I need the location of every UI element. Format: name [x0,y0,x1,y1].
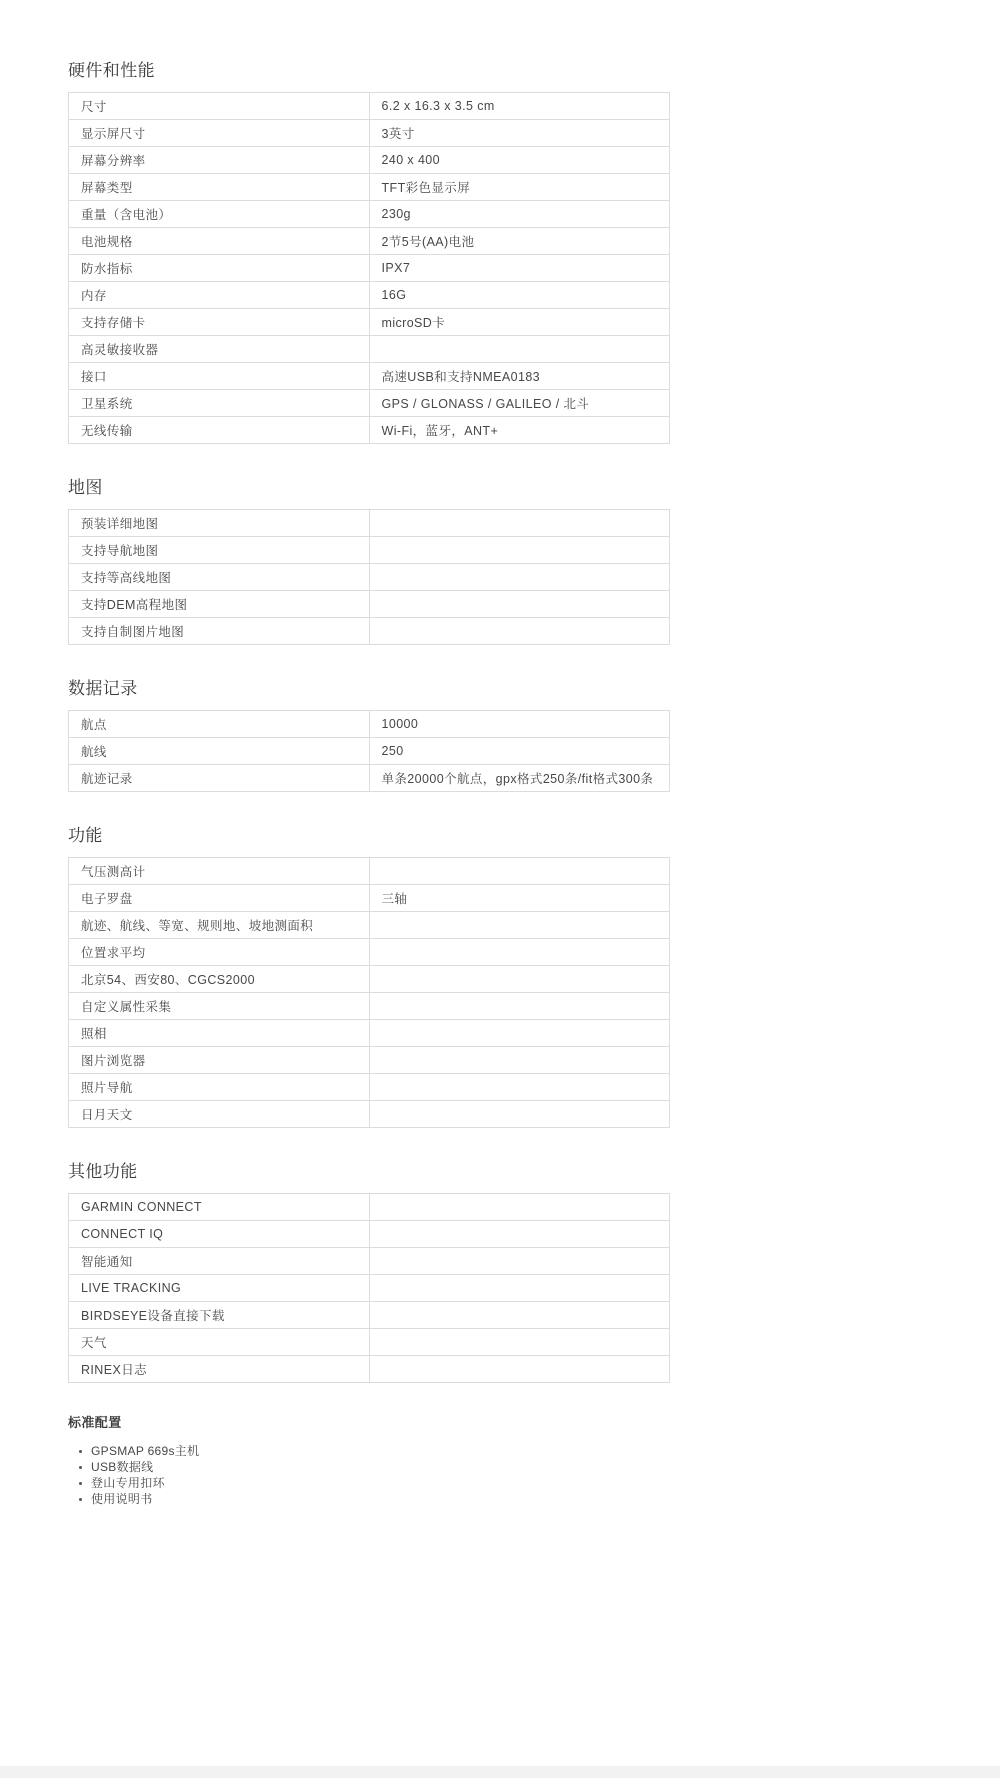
table-row [69,765,670,792]
table-row [69,885,670,912]
spec-table [68,710,670,792]
spec-value: 3英寸 [369,120,670,147]
spec-value: 240 x 400 [369,147,670,174]
spec-sections [68,56,670,1383]
table-row [69,858,670,885]
spec-label: 支持等高线地图 [69,564,370,591]
spec-value [369,618,670,645]
spec-value: 三轴 [369,885,670,912]
spec-value [369,1194,670,1221]
table-row [69,618,670,645]
package-section [68,1412,670,1507]
spec-label: 高灵敏接收器 [69,336,370,363]
spec-label: 防水指标 [69,255,370,282]
table-row [69,417,670,444]
table-row [69,390,670,417]
spec-label: CONNECT IQ [69,1221,370,1248]
spec-label: 航迹记录 [69,765,370,792]
spec-value [369,564,670,591]
spec-value [369,537,670,564]
spec-value: 单条20000个航点，gpx格式250条/fit格式300条 [369,765,670,792]
table-row [69,255,670,282]
spec-label: 尺寸 [69,93,370,120]
table-row [69,1194,670,1221]
spec-label: 航迹、航线、等宽、规则地、坡地测面积 [69,912,370,939]
table-row [69,939,670,966]
spec-value [369,1356,670,1383]
package-item: GPSMAP 669s主机 [78,1443,670,1459]
spec-label: 北京54、西安80、CGCS2000 [69,966,370,993]
spec-label: 卫星系统 [69,390,370,417]
spec-label: 图片浏览器 [69,1047,370,1074]
table-row [69,1020,670,1047]
table-row [69,711,670,738]
section-title: 硬件和性能 [68,61,155,80]
package-item: USB数据线 [78,1459,670,1475]
table-row [69,1047,670,1074]
spec-label: 重量（含电池） [69,201,370,228]
table-row [69,201,670,228]
table-row [69,174,670,201]
spec-value: 10000 [369,711,670,738]
section-title: 地图 [68,478,103,497]
spec-label: 接口 [69,363,370,390]
spec-value [369,1248,670,1275]
spec-label: GARMIN CONNECT [69,1194,370,1221]
table-row [69,993,670,1020]
spec-label: 显示屏尺寸 [69,120,370,147]
spec-value: microSD卡 [369,309,670,336]
spec-label: 电子罗盘 [69,885,370,912]
table-row [69,147,670,174]
spec-value: TFT彩色显示屏 [369,174,670,201]
table-row [69,1101,670,1128]
spec-value: 高速USB和支持NMEA0183 [369,363,670,390]
table-row [69,120,670,147]
spec-value: 2节5号(AA)电池 [369,228,670,255]
spec-label: 屏幕类型 [69,174,370,201]
spec-value: GPS / GLONASS / GALILEO / 北斗 [369,390,670,417]
spec-section-3 [68,821,670,1128]
footer-strip [0,1766,1000,1778]
spec-label: 航点 [69,711,370,738]
spec-value [369,1329,670,1356]
table-row [69,537,670,564]
spec-value [369,1101,670,1128]
spec-table [68,857,670,1128]
spec-value: 230g [369,201,670,228]
section-title: 功能 [68,826,103,845]
spec-value: 250 [369,738,670,765]
table-row [69,1275,670,1302]
spec-value: 16G [369,282,670,309]
spec-value: IPX7 [369,255,670,282]
spec-value [369,1020,670,1047]
spec-value [369,1221,670,1248]
spec-label: 照相 [69,1020,370,1047]
spec-label: BIRDSEYE设备直接下载 [69,1302,370,1329]
section-title: 其他功能 [68,1162,138,1181]
table-row [69,1302,670,1329]
spec-label: 支持DEM高程地图 [69,591,370,618]
spec-value [369,336,670,363]
spec-value [369,591,670,618]
spec-value [369,912,670,939]
package-title: 标准配置 [68,1415,122,1430]
spec-value [369,966,670,993]
table-row [69,1248,670,1275]
spec-value [369,939,670,966]
package-item: 使用说明书 [78,1491,670,1507]
package-item: 登山专用扣环 [78,1475,670,1491]
section-title: 数据记录 [68,679,138,698]
table-row [69,564,670,591]
spec-label: 天气 [69,1329,370,1356]
table-row [69,1074,670,1101]
table-row [69,309,670,336]
spec-value [369,1047,670,1074]
spec-label: RINEX日志 [69,1356,370,1383]
spec-label: 自定义属性采集 [69,993,370,1020]
spec-label: 无线传输 [69,417,370,444]
spec-section-4 [68,1157,670,1383]
table-row [69,591,670,618]
spec-value: 6.2 x 16.3 x 3.5 cm [369,93,670,120]
table-row [69,282,670,309]
table-row [69,510,670,537]
spec-label: 预装详细地图 [69,510,370,537]
spec-label: 位置求平均 [69,939,370,966]
spec-label: LIVE TRACKING [69,1275,370,1302]
spec-section-0 [68,56,670,444]
spec-content [68,56,670,1507]
spec-label: 照片导航 [69,1074,370,1101]
package-list [78,1443,670,1507]
spec-value [369,993,670,1020]
spec-label: 智能通知 [69,1248,370,1275]
spec-table [68,1193,670,1383]
spec-value [369,1302,670,1329]
spec-table [68,92,670,444]
table-row [69,336,670,363]
table-row [69,966,670,993]
table-row [69,1221,670,1248]
table-row [69,93,670,120]
spec-label: 航线 [69,738,370,765]
spec-section-2 [68,674,670,792]
spec-label: 支持自制图片地图 [69,618,370,645]
spec-label: 支持导航地图 [69,537,370,564]
spec-label: 内存 [69,282,370,309]
table-row [69,363,670,390]
table-row [69,738,670,765]
spec-value [369,858,670,885]
spec-label: 支持存储卡 [69,309,370,336]
table-row [69,1356,670,1383]
spec-value [369,1275,670,1302]
spec-value [369,510,670,537]
spec-label: 电池规格 [69,228,370,255]
spec-label: 日月天文 [69,1101,370,1128]
spec-label: 气压测高计 [69,858,370,885]
spec-label: 屏幕分辨率 [69,147,370,174]
table-row [69,228,670,255]
table-row [69,912,670,939]
spec-value [369,1074,670,1101]
spec-table [68,509,670,645]
spec-value: Wi-Fi，蓝牙，ANT+ [369,417,670,444]
spec-section-1 [68,473,670,645]
table-row [69,1329,670,1356]
